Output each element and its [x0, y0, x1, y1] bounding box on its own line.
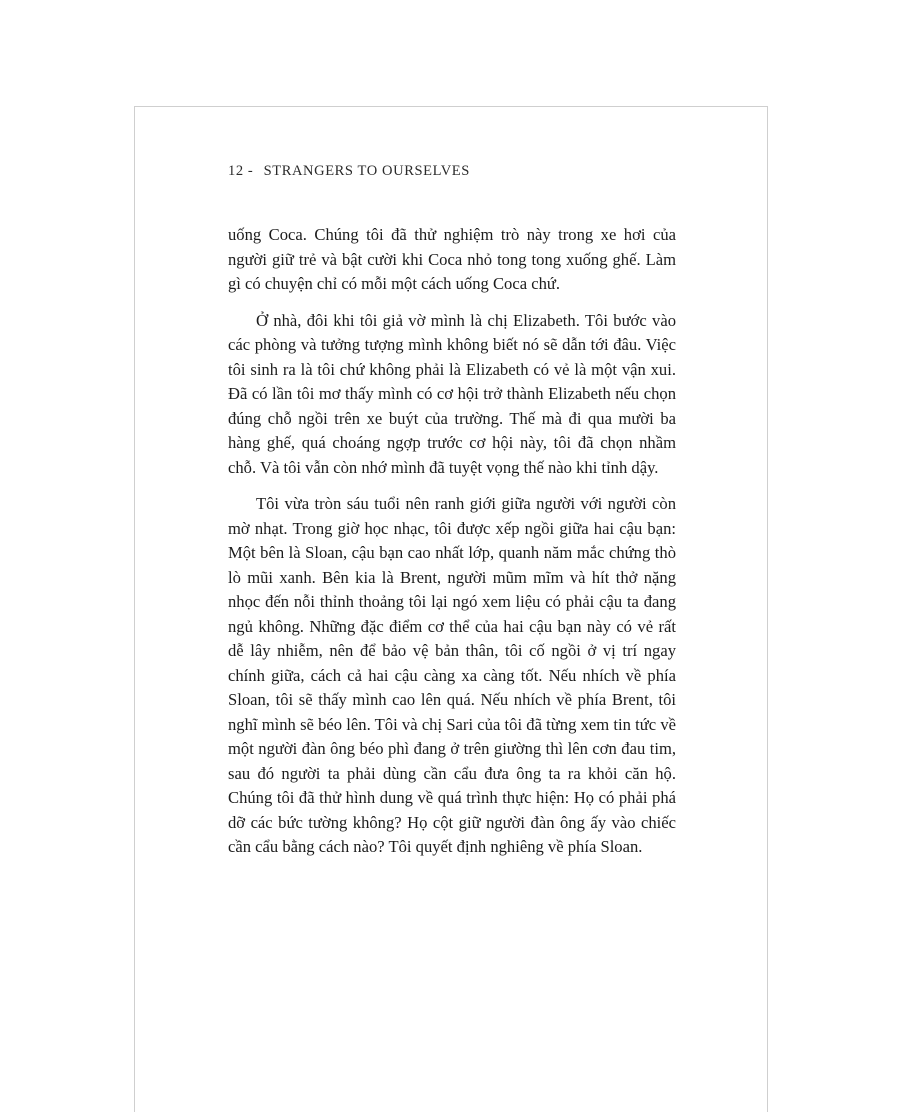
paragraph-2: Ở nhà, đôi khi tôi giả vờ mình là chị Elizabeth. Tôi bước vào các phòng và tưởng tượng mình không biết nó sẽ dẫn tới đâu. Việc tôi sinh ra là tôi chứ không phải là Elizabeth có vẻ là một vận xui. Đã có lần tôi mơ thấy mình có cơ hội trở thành Elizabeth nếu chọn đúng chỗ ngồi trên xe buýt của trường. Thế mà đi qua mười ba hàng ghế, quá choáng ngợp trước cơ hội này, tôi đã chọn nhầm chỗ. Và tôi vẫn còn nhớ mình đã tuyệt vọng thế nào khi tỉnh dậy. [228, 310, 676, 477]
paragraph-3: Tôi vừa tròn sáu tuổi nên ranh giới giữa người với người còn mờ nhạt. Trong giờ học nhạc, tôi được xếp ngồi giữa hai cậu bạn: Một bên là Sloan, cậu bạn cao nhất lớp, quanh năm mắc chứng thò lò mũi xanh. Bên kia là Brent, người mũm mĩm và hít thở nặng nhọc đến nỗi thỉnh thoảng tôi lại ngó xem liệu có phải cậu ta đang ngủ không. Những đặc điểm cơ thể của hai cậu bạn này có vẻ rất dễ lây nhiễm, nên để bảo vệ bản thân, tôi cố ngồi ở vị trí ngay chính giữa, cách cả hai cậu càng xa càng tốt. Nếu nhích về phía Sloan, tôi sẽ thấy mình cao lên quá. Nếu nhích về phía Brent, tôi nghĩ mình sẽ béo lên. Tôi và chị Sari của tôi đã từng xem tin tức về một người đàn ông béo phì đang ở trên giường thì lên cơn đau tim, sau đó người ta phải dùng cần cẩu đưa ông ta ra khỏi căn hộ. Chúng tôi đã thử hình dung về quá trình thực hiện: Họ có phải phá dỡ các bức tường không? Họ cột giữ người đàn ông ấy vào chiếc cần cẩu bằng cách nào? Tôi quyết định nghiêng về phía Sloan. [228, 494, 676, 856]
paragraph-1: uống Coca. Chúng tôi đã thử nghiệm trò này trong xe hơi của người giữ trẻ và bật cười khi Coca nhỏ tong tong xuống ghế. Làm gì có chuyện chỉ có mỗi một cách uống Coca chứ. [228, 225, 676, 293]
page-body [228, 223, 676, 872]
page-number: 12 - [228, 163, 254, 179]
book-title: STRANGERS TO OURSELVES [263, 163, 470, 179]
book-page [134, 106, 768, 1112]
running-header [228, 163, 470, 180]
